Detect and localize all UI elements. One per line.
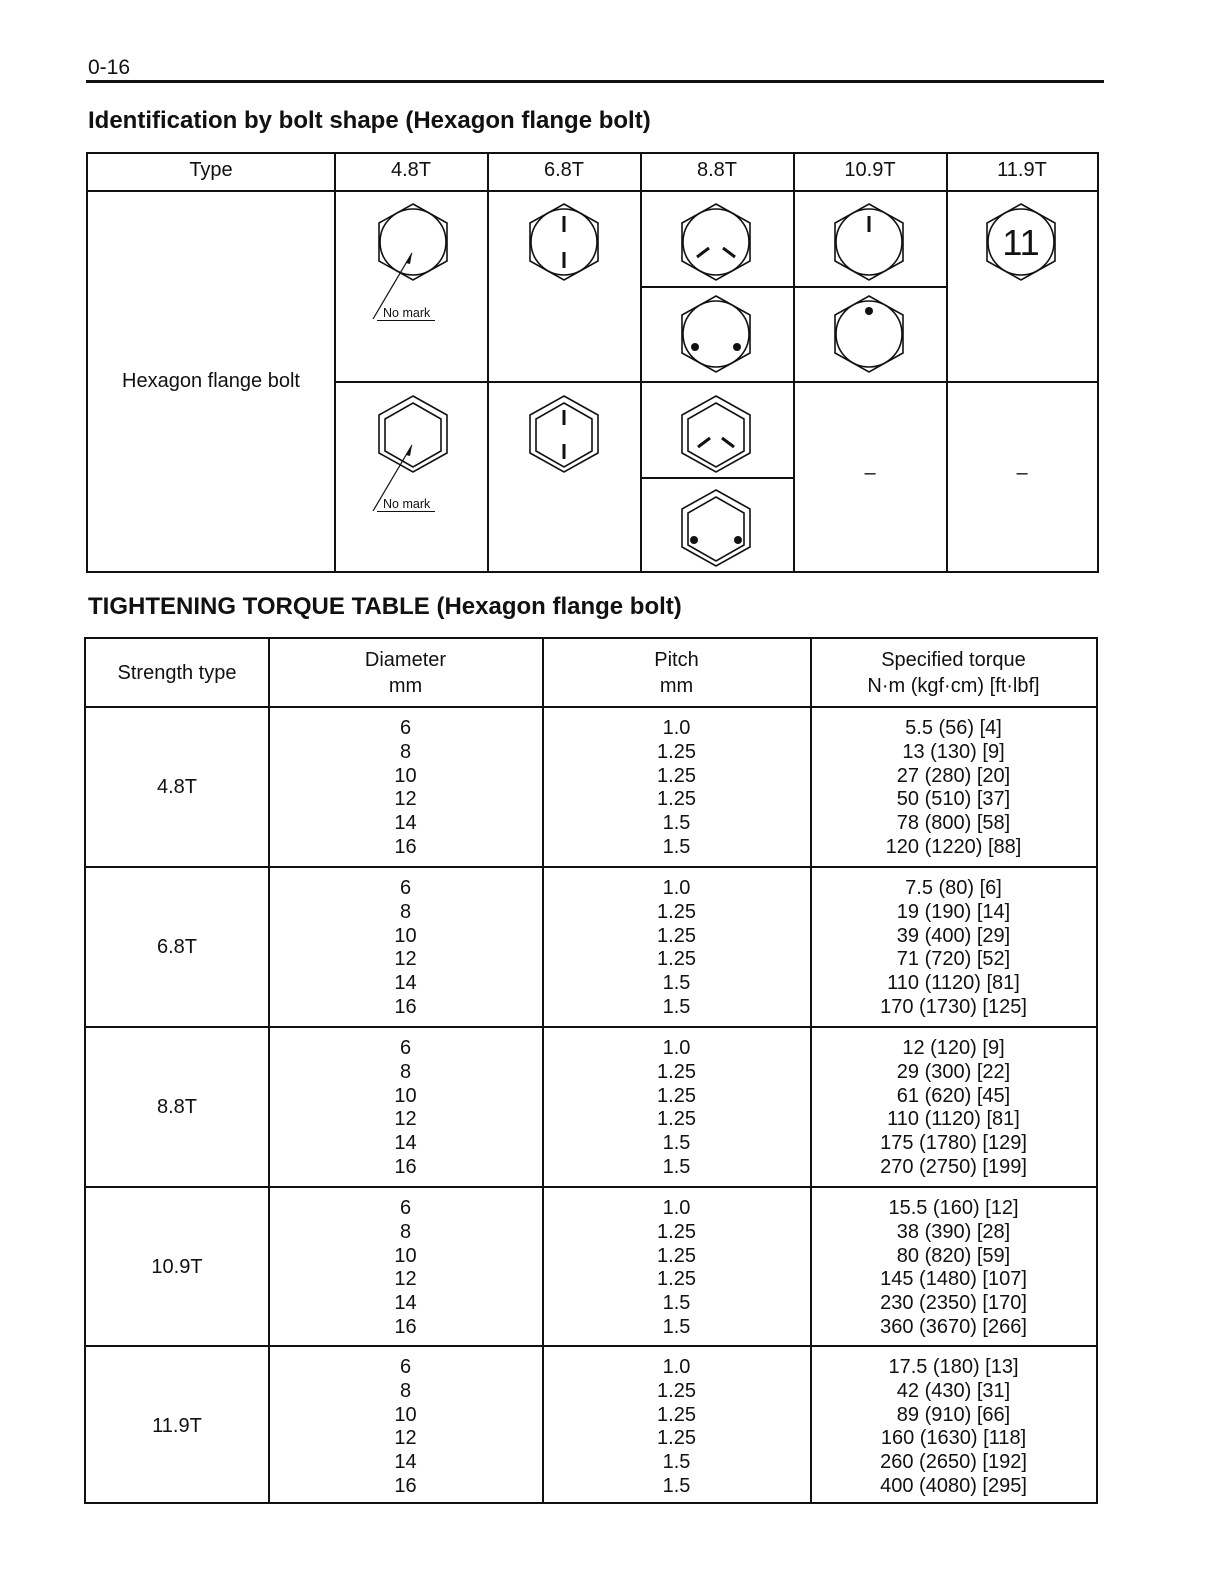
diameter-column <box>269 1197 542 1340</box>
header-torque-unit: N·m (kgf·cm) [ft·lbf] <box>867 675 1040 697</box>
header-torque-label: Specified torque <box>881 649 1026 671</box>
pitch-column <box>543 717 810 860</box>
pitch-cell: 1.0 <box>662 1356 691 1378</box>
diameter-cell: 6 <box>399 1037 412 1059</box>
diameter-cell: 16 <box>394 1315 417 1338</box>
pitch-cell: 1.25 <box>657 764 696 787</box>
dash-10-9t: – <box>864 462 876 484</box>
diameter-cell: 8 <box>399 1060 412 1083</box>
pitch-cell: 1.0 <box>662 877 691 899</box>
torque-cell: 71 (720) [52] <box>896 948 1011 971</box>
grid-line <box>946 154 948 571</box>
diameter-cell: 6 <box>399 1197 412 1219</box>
torque-cell: 175 (1780) [129] <box>880 1132 1027 1155</box>
header-pitch-label: Pitch <box>654 649 699 671</box>
diameter-cell: 14 <box>394 972 417 995</box>
torque-group <box>86 1346 1096 1506</box>
diameter-cell: 12 <box>394 1268 417 1291</box>
diameter-cell: 16 <box>394 1155 417 1178</box>
header-8-8t: 8.8T <box>696 159 738 181</box>
diameter-cell: 12 <box>394 948 417 971</box>
diameter-cell: 14 <box>394 1292 417 1315</box>
pitch-cell: 1.5 <box>662 812 691 835</box>
bolt-8-8t-dots-icon <box>680 294 752 374</box>
diameter-cell: 6 <box>399 717 412 739</box>
diameter-cell: 14 <box>394 1451 417 1474</box>
torque-title: TIGHTENING TORQUE TABLE (Hexagon flange bolt) <box>88 593 682 620</box>
diameter-cell: 10 <box>394 764 417 787</box>
strength-type: 10.9T <box>151 1255 203 1278</box>
pitch-column <box>543 1037 810 1180</box>
diameter-cell: 6 <box>399 1356 412 1378</box>
header-type: Type <box>189 159 233 181</box>
diameter-cell: 12 <box>394 788 417 811</box>
strength-type: 8.8T <box>156 1095 198 1118</box>
pitch-cell: 1.25 <box>657 1379 696 1402</box>
torque-group <box>86 707 1096 867</box>
header-diameter-label: Diameter <box>364 649 447 671</box>
bolt-6-8t-flange-icon <box>528 394 600 474</box>
torque-cell: 230 (2350) [170] <box>880 1292 1027 1315</box>
torque-column <box>811 1197 1096 1340</box>
header-strength-label: Strength type <box>117 662 237 684</box>
torque-column <box>811 717 1096 860</box>
torque-cell: 160 (1630) [118] <box>880 1427 1027 1450</box>
grid-line <box>640 286 946 288</box>
page-number: 0-16 <box>88 56 131 79</box>
bolt-6-8t-icon <box>528 202 600 282</box>
pitch-cell: 1.5 <box>662 1315 691 1338</box>
diameter-cell: 10 <box>394 924 417 947</box>
torque-cell: 17.5 (180) [13] <box>888 1356 1019 1378</box>
underline <box>377 511 435 512</box>
row-label: Hexagon flange bolt <box>122 369 300 392</box>
strength-type: 6.8T <box>156 935 198 958</box>
grid-line <box>640 477 793 479</box>
diameter-cell: 16 <box>394 835 417 858</box>
torque-cell: 400 (4080) [295] <box>880 1474 1027 1497</box>
strength-type: 11.9T <box>152 1414 202 1437</box>
pitch-cell: 1.5 <box>662 1292 691 1315</box>
pitch-column <box>543 877 810 1020</box>
pitch-cell: 1.5 <box>662 835 691 858</box>
torque-column <box>811 877 1096 1020</box>
torque-column <box>811 1037 1096 1180</box>
bolt-11-mark: 11 <box>1002 222 1040 263</box>
pitch-cell: 1.0 <box>662 717 691 739</box>
identification-table <box>86 152 1099 573</box>
torque-group <box>86 1027 1096 1187</box>
torque-cell: 13 (130) [9] <box>902 740 1005 763</box>
torque-cell: 110 (1120) [81] <box>887 1108 1020 1131</box>
pitch-cell: 1.5 <box>662 1474 691 1497</box>
pitch-cell: 1.25 <box>657 900 696 923</box>
pitch-cell: 1.25 <box>657 1084 696 1107</box>
bolt-10-9t-icon <box>833 202 905 282</box>
torque-cell: 110 (1120) [81] <box>887 972 1020 995</box>
grid-line <box>334 154 336 571</box>
grid-line <box>793 154 795 571</box>
torque-cell: 61 (620) [45] <box>896 1084 1011 1107</box>
pitch-cell: 1.5 <box>662 972 691 995</box>
header-pitch-unit: mm <box>659 675 694 697</box>
diameter-cell: 10 <box>394 1084 417 1107</box>
diameter-cell: 12 <box>394 1427 417 1450</box>
pitch-cell: 1.25 <box>657 1244 696 1267</box>
grid-line <box>334 381 1097 383</box>
diameter-column <box>269 877 542 1020</box>
pitch-cell: 1.5 <box>662 995 691 1018</box>
torque-cell: 38 (390) [28] <box>896 1220 1011 1243</box>
torque-group <box>86 867 1096 1027</box>
torque-group <box>86 1187 1096 1347</box>
torque-cell: 7.5 (80) [6] <box>905 877 1002 899</box>
torque-cell: 145 (1480) [107] <box>880 1268 1027 1291</box>
dash-11-9t: – <box>1016 462 1028 484</box>
torque-cell: 39 (400) [29] <box>896 924 1011 947</box>
torque-cell: 29 (300) [22] <box>896 1060 1011 1083</box>
bolt-11-9t-icon <box>985 202 1057 282</box>
grid-line <box>640 154 642 571</box>
diameter-cell: 16 <box>394 1474 417 1497</box>
diameter-cell: 12 <box>394 1108 417 1131</box>
diameter-cell: 16 <box>394 995 417 1018</box>
torque-cell: 80 (820) [59] <box>896 1244 1011 1267</box>
torque-cell: 360 (3670) [266] <box>880 1315 1027 1338</box>
diameter-cell: 10 <box>394 1244 417 1267</box>
header-pitch <box>543 639 810 707</box>
torque-cell: 78 (800) [58] <box>896 812 1011 835</box>
torque-cell: 12 (120) [9] <box>902 1037 1005 1059</box>
header-diameter <box>269 639 542 707</box>
torque-cell: 15.5 (160) [12] <box>888 1197 1019 1219</box>
diameter-column <box>269 1356 542 1499</box>
bolt-8-8t-icon <box>680 202 752 282</box>
header-6-8t: 6.8T <box>543 159 585 181</box>
header-strength-type <box>86 639 268 707</box>
torque-cell: 19 (190) [14] <box>896 900 1011 923</box>
pitch-cell: 1.25 <box>657 948 696 971</box>
header-torque <box>811 639 1096 707</box>
torque-cell: 120 (1220) [88] <box>885 835 1022 858</box>
header-rule <box>86 80 1104 83</box>
grid-line <box>487 154 489 571</box>
header-diameter-unit: mm <box>388 675 423 697</box>
torque-cell: 27 (280) [20] <box>896 764 1011 787</box>
pitch-cell: 1.25 <box>657 1108 696 1131</box>
diameter-cell: 8 <box>399 1379 412 1402</box>
pitch-cell: 1.25 <box>657 1403 696 1426</box>
diameter-column <box>269 1037 542 1180</box>
pitch-cell: 1.25 <box>657 1220 696 1243</box>
pitch-cell: 1.25 <box>657 924 696 947</box>
pitch-cell: 1.0 <box>662 1197 691 1219</box>
pitch-cell: 1.25 <box>657 740 696 763</box>
no-mark-label: No mark <box>383 497 431 511</box>
diameter-cell: 14 <box>394 1132 417 1155</box>
torque-cell: 5.5 (56) [4] <box>905 717 1002 739</box>
torque-cell: 50 (510) [37] <box>896 788 1011 811</box>
no-mark-label: No mark <box>383 306 431 320</box>
header-11-9t: 11.9T <box>997 159 1047 181</box>
torque-cell: 260 (2650) [192] <box>880 1451 1027 1474</box>
pitch-column <box>543 1197 810 1340</box>
diameter-cell: 8 <box>399 900 412 923</box>
pitch-cell: 1.5 <box>662 1155 691 1178</box>
pitch-column <box>543 1356 810 1499</box>
torque-cell: 170 (1730) [125] <box>880 995 1027 1018</box>
torque-cell: 89 (910) [66] <box>896 1403 1011 1426</box>
bolt-10-9t-dot-icon <box>833 294 905 374</box>
pitch-cell: 1.5 <box>662 1451 691 1474</box>
header-4-8t: 4.8T <box>390 159 432 181</box>
bolt-8-8t-flange-dots-icon <box>680 488 752 568</box>
pitch-cell: 1.25 <box>657 1060 696 1083</box>
strength-type: 4.8T <box>156 775 198 798</box>
torque-column <box>811 1356 1096 1499</box>
torque-table <box>84 637 1098 1504</box>
torque-cell: 270 (2750) [199] <box>880 1155 1027 1178</box>
pitch-cell: 1.0 <box>662 1037 691 1059</box>
diameter-cell: 8 <box>399 1220 412 1243</box>
diameter-column <box>269 717 542 860</box>
pitch-cell: 1.25 <box>657 1268 696 1291</box>
diameter-cell: 14 <box>394 812 417 835</box>
diameter-cell: 8 <box>399 740 412 763</box>
bolt-8-8t-flange-icon <box>680 394 752 474</box>
diameter-cell: 6 <box>399 877 412 899</box>
underline <box>377 320 435 321</box>
diameter-cell: 10 <box>394 1403 417 1426</box>
torque-cell: 42 (430) [31] <box>896 1379 1011 1402</box>
pitch-cell: 1.25 <box>657 1427 696 1450</box>
header-10-9t: 10.9T <box>844 159 896 181</box>
pitch-cell: 1.25 <box>657 788 696 811</box>
pitch-cell: 1.5 <box>662 1132 691 1155</box>
identification-title: Identification by bolt shape (Hexagon flange bolt) <box>88 107 651 134</box>
